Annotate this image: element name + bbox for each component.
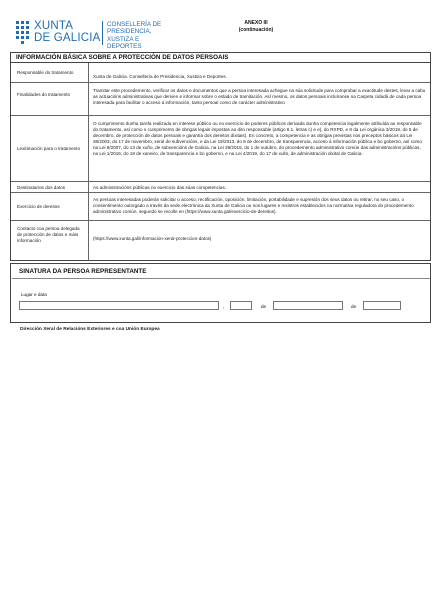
dept-line-1: CONSELLERÍA DE [107, 21, 162, 28]
row-label: Destinatarios dos datos [17, 185, 66, 190]
signature-divider [12, 278, 430, 279]
row-content: Tramitar este procedemento, verificar os datos e documentos que a persoa interesada achegue na súa solicitude para comprobar a exactitude destes, levar a cabo as actuacións administrativas que deriven e informar sobre o estado de tramitación. Así mesmo, os datos persoais incluíranse na Carpeta cidadá de cada persoa interesada para facilitar o acceso á información, tanto persoal como de carácter administrativo [93, 88, 426, 105]
table-row [11, 83, 430, 116]
footer-department: Dirección Xeral de Relacións Exteriores e coa Unión Europea [20, 327, 160, 332]
dept-line-3: XUSTIZA E DEPORTES [107, 35, 142, 51]
logo-wordmark [34, 20, 101, 44]
table-row [11, 116, 430, 182]
row-content: Xunta de Galicia. Consellería de Presidencia, Xustiza e Deportes. [93, 74, 227, 79]
logo-line-1: XUNTA [34, 20, 74, 32]
signature-section [10, 263, 431, 323]
row-label: Contacto coa persoa delegada de protección de datos e máis información [17, 226, 80, 243]
day-input[interactable] [230, 301, 252, 310]
data-protection-table [10, 52, 431, 261]
dept-line-2: PRESIDENCIA, [107, 28, 152, 36]
annex-heading [226, 20, 286, 34]
row-label: Responsable do tratamento [17, 70, 74, 75]
department-name [107, 21, 174, 51]
annex-title: ANEXO III [244, 20, 268, 26]
year-input[interactable] [363, 301, 401, 310]
row-label: Finalidades do tratamento [17, 92, 71, 97]
month-input[interactable] [273, 301, 343, 310]
logo-line-2: DE GALICIA [34, 32, 101, 44]
row-content: O cumprimento dunha tarefa realizada en interese público ou no exercicio de poderes públicos derivada dunha competencia legalmente atribuída ao responsable do tratamento, así como o cumprimento de obrigas legais impostas ao dito responsable (artigo 6.1, letras c) e e), do RXPD, e 8 da Lei orgánica 3/2018, do 5 de decembro, de protección de datos persoais e garantía dos dereitos dixitais). En concreto, a competencia e as obrigas previstas nos preceptos básicos da Lei 38/2003, do 17 de novembro, xeral de subvencións, e da Lei 19/2013, do 9 de decembro, de transparencia, acceso á información pública e bo goberno, así como na Lei 9/2007, do 13 de xuño, de subvencións de Galicia, na Lei 39/2015, do 1 de outubro, do procedemento administrativo común das administracións públicas, na Lei 1/2016, do 18 de xaneiro, de transparencia e bo goberno, e na Lei 4/2019, do 17 de xullo, de administración dixital de Galicia. [93, 121, 422, 156]
de-label-2: de [351, 304, 357, 309]
row-label: Lexitimación para o tratamento [17, 146, 81, 151]
place-input[interactable] [19, 301, 219, 310]
xunta-emblem-icon [14, 20, 30, 44]
data-protection-title: INFORMACIÓN BÁSICA SOBRE A PROTECCIÓN DE DATOS PERSOAIS [11, 53, 430, 63]
logo-separator [102, 21, 103, 45]
row-label: Exercicio de dereitos [17, 204, 60, 209]
annex-subtitle: (continuación) [238, 27, 274, 33]
comma-separator: , [223, 304, 225, 310]
place-date-label: Lugar e data [21, 292, 47, 297]
row-content: As administracións públicas no exercicio das súas competencias. [93, 185, 227, 190]
xunta-logo [14, 20, 174, 51]
row-content: As persoas interesadas poderán solicitar o acceso, rectificación, oposición, limitación, portabilidade e supresión dos seus datos ou retirar, no seu caso, o consentimento outorgado a través da sede electrónica da Xunta de Galicia ou nos lugares e rexistros establecidos na normativa reguladora do procedemento administrativo común, segundo se recolle en (https://www.xunta.gal/exercicio-de-dereitos). [93, 197, 414, 214]
table-row [11, 221, 430, 261]
row-content: (https://www.xunta.gal/informacion-xeral-proteccion-datos) [93, 236, 212, 241]
table-row [11, 63, 430, 83]
signature-title: SINATURA DA PERSOA REPRESENTANTE [19, 268, 147, 275]
table-row [11, 193, 430, 221]
table-row [11, 182, 430, 193]
de-label-1: de [261, 304, 267, 309]
